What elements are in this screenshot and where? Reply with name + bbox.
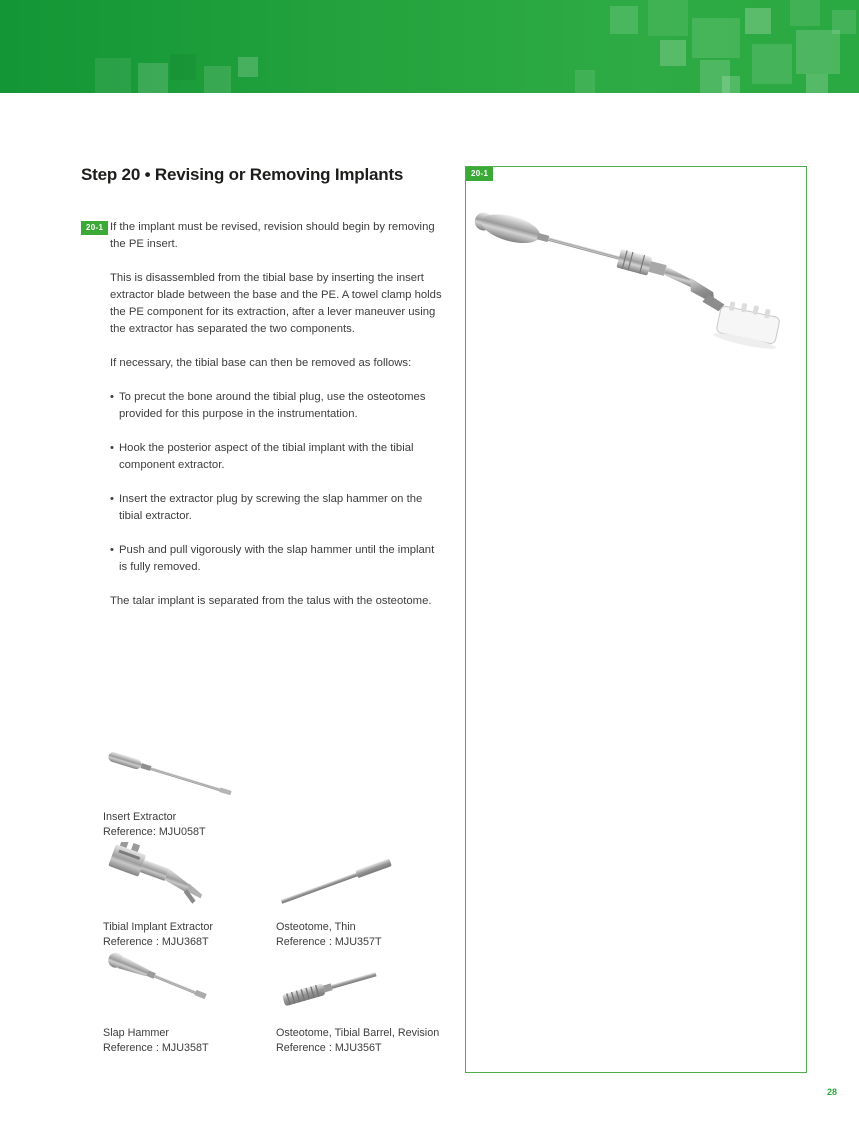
instrument-caption (276, 920, 398, 950)
mosaic-square (170, 54, 196, 80)
instrument-card (276, 948, 439, 1056)
intro-paragraph: If the implant must be revised, revision should begin by removing the PE insert. (110, 221, 435, 250)
mosaic-square (660, 40, 686, 66)
mosaic-square (610, 6, 638, 34)
osteotome-thin-image (276, 842, 398, 916)
instrument-caption (103, 1026, 218, 1056)
instrument-reference: Reference : MJU357T (276, 936, 382, 948)
mosaic-square (806, 74, 828, 93)
figure-badge: 20-1 (466, 167, 493, 181)
paragraph: If necessary, the tibial base can then be removed as follows: (110, 357, 412, 369)
mosaic-square (648, 0, 688, 36)
bullet-item: • To precut the bone around the tibial plug, use the osteotomes provided for this purpose in the instrumentation. (110, 389, 442, 423)
instrument-name: Osteotome, Tibial Barrel, Revision (276, 1027, 440, 1039)
page-title: Step 20 • Revising or Removing Implants (81, 165, 404, 184)
mosaic-square (95, 58, 131, 93)
mosaic-square (790, 0, 820, 26)
figure-20-1-image (474, 203, 798, 393)
mosaic-square (692, 18, 740, 58)
header-banner (0, 0, 859, 93)
instrument-name: Slap Hammer (103, 1027, 169, 1039)
instrument-caption (103, 810, 241, 840)
mosaic-square (832, 10, 856, 34)
instrument-reference: Reference : MJU358T (103, 1042, 209, 1054)
instrument-card (276, 842, 398, 950)
bullet-item: • Hook the posterior aspect of the tibial implant with the tibial component extractor. (110, 440, 442, 474)
mosaic-square (138, 63, 168, 93)
instrument-name: Osteotome, Thin (276, 921, 356, 933)
instrument-reference: Reference : MJU356T (276, 1042, 382, 1054)
tibial-implant-extractor-image (103, 842, 218, 916)
bullet-item: • Push and pull vigorously with the slap hammer until the implant is fully removed. (110, 542, 442, 576)
instrument-caption (276, 1026, 439, 1056)
osteotome-tibial-barrel-image (276, 948, 388, 1022)
closing-paragraph: The talar implant is separated from the talus with the osteotome. (110, 595, 432, 607)
instrument-caption (103, 920, 218, 950)
mosaic-square (796, 30, 840, 74)
step-badge: 20-1 (81, 221, 108, 235)
mosaic-square (745, 8, 771, 34)
paragraph: This is disassembled from the tibial base by inserting the insert extractor blade between the base and the PE. A towel clamp holds the PE component for its extraction, after a lever maneuver using the extractor has separated the two components. (110, 272, 442, 335)
mosaic-square (204, 66, 231, 93)
instrument-name: Tibial Implant Extractor (103, 921, 214, 933)
mosaic-square (722, 76, 740, 93)
instrument-card (103, 842, 218, 950)
instrument-name: Insert Extractor (103, 811, 177, 823)
mosaic-square (752, 44, 792, 84)
instrument-reference: Reference: MJU058T (103, 826, 206, 838)
figure-20-1-box (465, 166, 807, 1073)
page-number: 28 (827, 1087, 838, 1097)
mosaic-square (575, 70, 595, 93)
instrument-card (103, 948, 218, 1056)
mosaic-square (238, 57, 258, 77)
instrument-card (103, 746, 241, 840)
body-text-column (81, 219, 453, 627)
insert-extractor-image (103, 746, 241, 806)
slap-hammer-image (103, 948, 218, 1022)
instrument-reference: Reference : MJU368T (103, 936, 209, 948)
bullet-item: • Insert the extractor plug by screwing the slap hammer on the tibial extractor. (110, 491, 442, 525)
